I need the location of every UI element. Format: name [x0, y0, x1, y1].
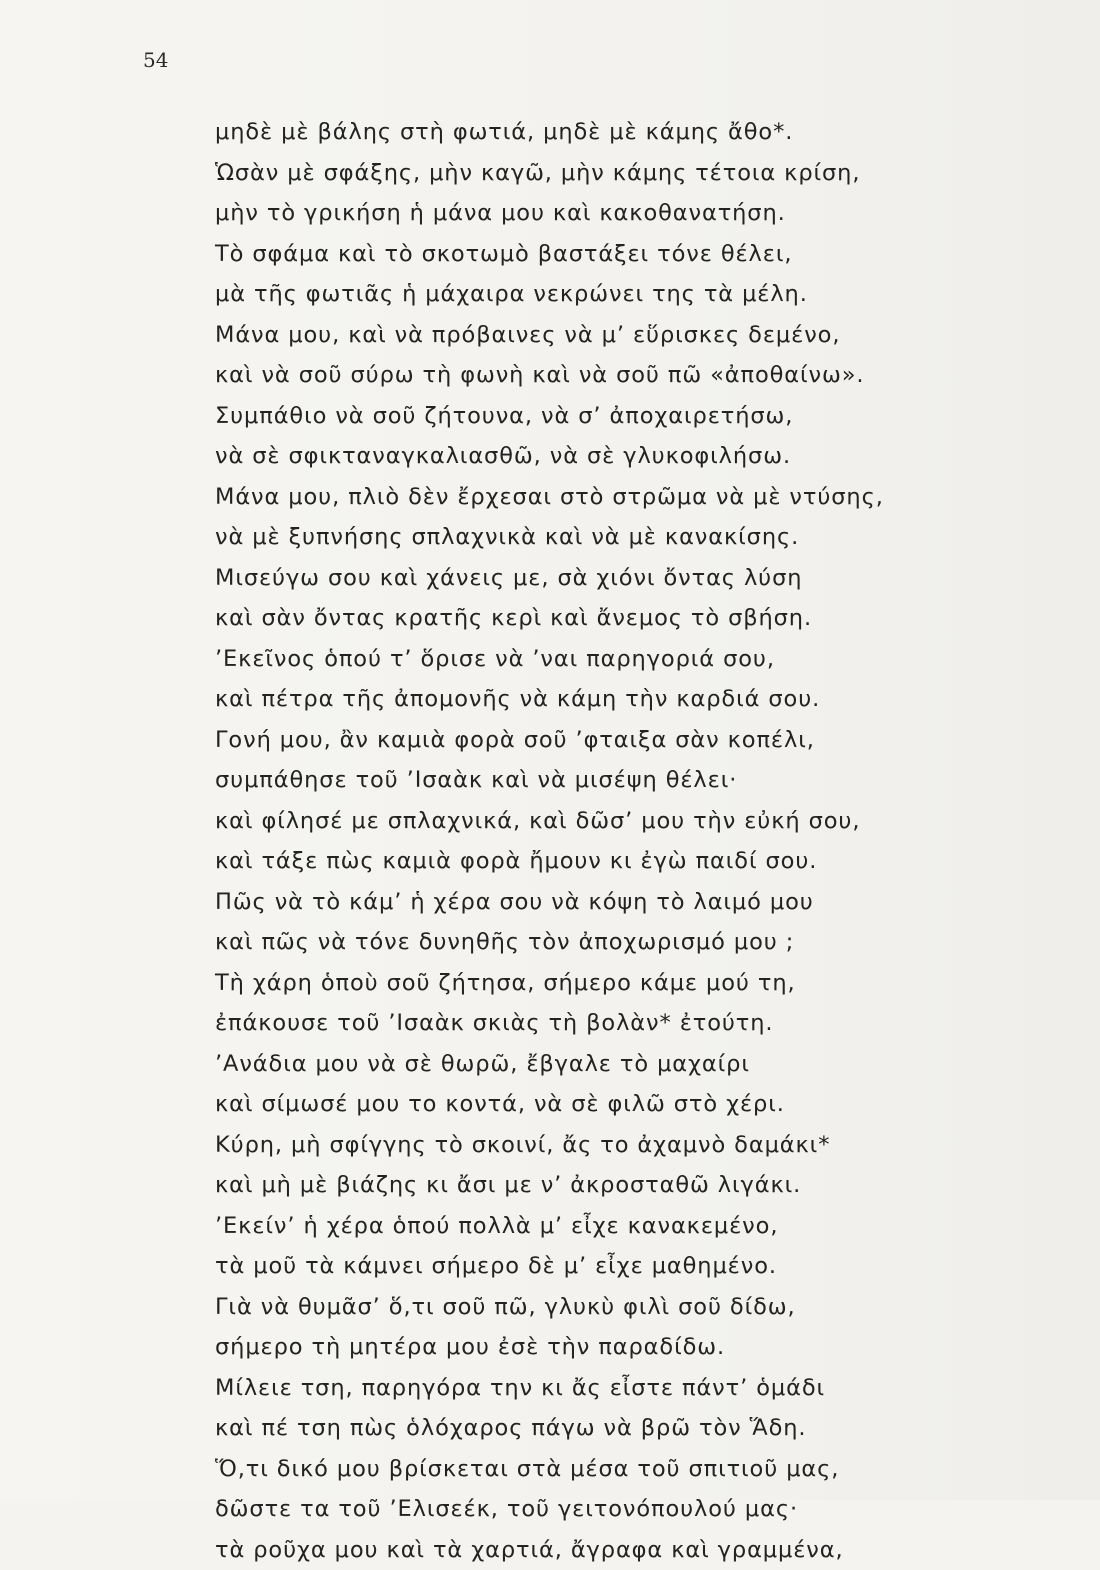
verse-line: τὰ ροῦχα μου καὶ τὰ χαρτιά, ἄγραφα καὶ γραμμένα,: [215, 1530, 975, 1570]
verse-line: καὶ νὰ σοῦ σύρω τὴ φωνὴ καὶ νὰ σοῦ πῶ «ἀποθαίνω».: [215, 355, 975, 396]
verse-line: Πῶς νὰ τὸ κάμ’ ἡ χέρα σου νὰ κόψη τὸ λαιμό μου: [215, 882, 975, 923]
verse-line: μὰ τῆς φωτιᾶς ἡ μάχαιρα νεκρώνει της τὰ μέλη.: [215, 274, 975, 315]
verse-line: Μισεύγω σου καὶ χάνεις με, σὰ χιόνι ὄντας λύση: [215, 558, 975, 599]
verse-line: Συμπάθιο νὰ σοῦ ζήτουνα, νὰ σ’ ἀποχαιρετήσω,: [215, 396, 975, 437]
verse-line: Γιὰ νὰ θυμᾶσ’ ὅ,τι σοῦ πῶ, γλυκὺ φιλὶ σοῦ δίδω,: [215, 1287, 975, 1328]
verse-line: νὰ μὲ ξυπνήσης σπλαχνικὰ καὶ νὰ μὲ κανακίσης.: [215, 517, 975, 558]
verse-line: σήμερο τὴ μητέρα μου ἐσὲ τὴν παραδίδω.: [215, 1327, 975, 1368]
verse-line: νὰ σὲ σφικταναγκαλιασθῶ, νὰ σὲ γλυκοφιλήσω.: [215, 436, 975, 477]
verse-line: δῶστε τα τοῦ ’Ελισεέκ, τοῦ γειτονόπουλού μας·: [215, 1489, 975, 1530]
verse-line: Γονή μου, ἂν καμιὰ φορὰ σοῦ ’φταιξα σὰν κοπέλι,: [215, 720, 975, 761]
verse-block: [215, 112, 975, 1570]
verse-line: καὶ σίμωσέ μου το κοντά, νὰ σὲ φιλῶ στὸ χέρι.: [215, 1084, 975, 1125]
verse-line: ’Εκεῖνος ὁπού τ’ ὅρισε νὰ ’ναι παρηγοριά σου,: [215, 639, 975, 680]
verse-line: τὰ μοῦ τὰ κάμνει σήμερο δὲ μ’ εἶχε μαθημένο.: [215, 1246, 975, 1287]
verse-line: ’Εκείν’ ἡ χέρα ὁπού πολλὰ μ’ εἶχε κανακεμένο,: [215, 1206, 975, 1247]
verse-line: καὶ πέ τση πὼς ὁλόχαρος πάγω νὰ βρῶ τὸν Ἅδη.: [215, 1408, 975, 1449]
verse-line: ’Ανάδια μου νὰ σὲ θωρῶ, ἔβγαλε τὸ μαχαίρι: [215, 1044, 975, 1085]
verse-line: καὶ σὰν ὄντας κρατῆς κερὶ καὶ ἄνεμος τὸ σβήση.: [215, 598, 975, 639]
verse-line: συμπάθησε τοῦ ’Ισαὰκ καὶ νὰ μισέψη θέλει·: [215, 760, 975, 801]
verse-line: Τὴ χάρη ὁποὺ σοῦ ζήτησα, σήμερο κάμε μού τη,: [215, 963, 975, 1004]
verse-line: Μάνα μου, πλιὸ δὲν ἔρχεσαι στὸ στρῶμα νὰ μὲ ντύσης,: [215, 477, 975, 518]
verse-line: Μίλειε τση, παρηγόρα την κι ἄς εἶστε πάντ’ ὁμάδι: [215, 1368, 975, 1409]
verse-line: μηδὲ μὲ βάλης στὴ φωτιά, μηδὲ μὲ κάμης ἄθο*.: [215, 112, 975, 153]
verse-line: καὶ πέτρα τῆς ἀπομονῆς νὰ κάμη τὴν καρδιά σου.: [215, 679, 975, 720]
verse-line: Ὡσὰν μὲ σφάξης, μὴν καγῶ, μὴν κάμης τέτοια κρίση,: [215, 153, 975, 194]
page-number: 54: [143, 48, 168, 72]
verse-line: καὶ πῶς νὰ τόνε δυνηθῆς τὸν ἀποχωρισμό μου ;: [215, 922, 975, 963]
verse-line: Μάνα μου, καὶ νὰ πρόβαινες νὰ μ’ εὕρισκες δεμένο,: [215, 315, 975, 356]
verse-line: καὶ φίλησέ με σπλαχνικά, καὶ δῶσ’ μου τὴν εὐκή σου,: [215, 801, 975, 842]
verse-line: Τὸ σφάμα καὶ τὸ σκοτωμὸ βαστάξει τόνε θέλει,: [215, 234, 975, 275]
verse-line: ἐπάκουσε τοῦ ’Ισαὰκ σκιὰς τὴ βολὰν* ἐτούτη.: [215, 1003, 975, 1044]
verse-line: Ὅ,τι δικό μου βρίσκεται στὰ μέσα τοῦ σπιτιοῦ μας,: [215, 1449, 975, 1490]
verse-line: μὴν τὸ γρικήση ἡ μάνα μου καὶ κακοθανατήση.: [215, 193, 975, 234]
verse-line: Κύρη, μὴ σφίγγης τὸ σκοινί, ἄς το ἀχαμνὸ δαμάκι*: [215, 1125, 975, 1166]
verse-line: καὶ μὴ μὲ βιάζης κι ἄσι με ν’ ἀκροσταθῶ λιγάκι.: [215, 1165, 975, 1206]
verse-line: καὶ τάξε πὼς καμιὰ φορὰ ἤμουν κι ἐγὼ παιδί σου.: [215, 841, 975, 882]
